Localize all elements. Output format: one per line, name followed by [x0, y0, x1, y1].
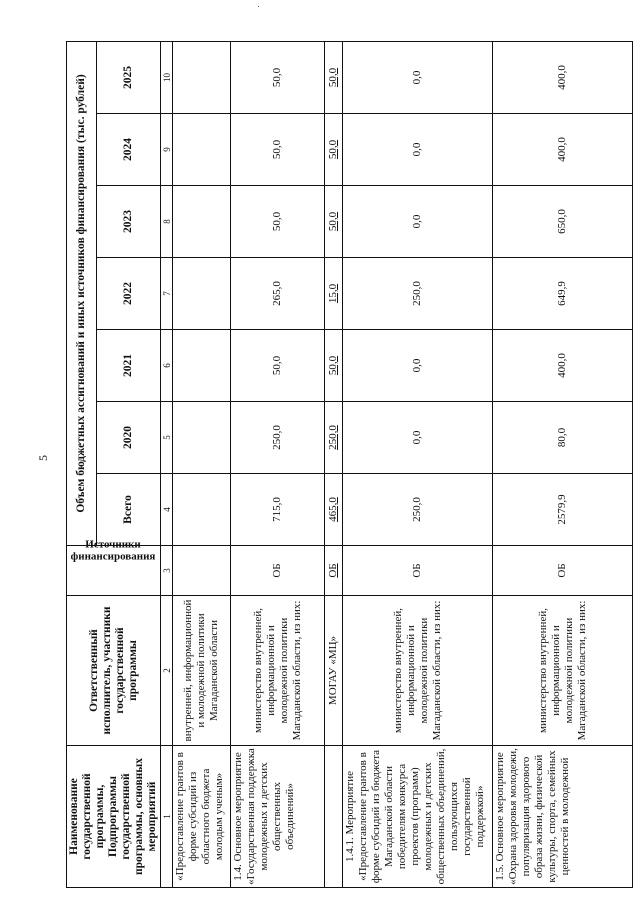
row-value-2020: 80,0 [493, 402, 633, 474]
header-funding-volume: Объем бюджетных ассигнований и иных источников финансирования (тыс. рублей) [67, 41, 97, 545]
row-value-2025 [173, 41, 231, 113]
funding-source-line-2: финансирования [70, 550, 156, 563]
row-program-name: «Предоставление грантов в форме субсидий из областного бюджета молодым ученым» [173, 746, 231, 888]
row-value-2025: 50,0 [231, 41, 325, 113]
scan-speck [258, 6, 259, 7]
row-value-total: 465,0 [325, 474, 343, 546]
row-source: ОБ [325, 546, 343, 596]
header-year-2024: 2024 [97, 114, 161, 186]
header-year-2025: 2025 [97, 41, 161, 113]
row-source [173, 546, 231, 596]
row-value-2020: 250,0 [325, 402, 343, 474]
row-value-2024: 0,0 [343, 114, 493, 186]
header-year-2023: 2023 [97, 186, 161, 258]
header-year-2020: 2020 [97, 402, 161, 474]
row-program-name: 1.4. Основное мероприятие «Государственная поддержка молодежных и детских общественных объединений» [231, 746, 325, 888]
header-year-2021: 2021 [97, 330, 161, 402]
row-value-total: 250,0 [343, 474, 493, 546]
row-responsible: министерство внутренней, информационной и молодежной политики Магаданской области, из них: [231, 596, 325, 746]
row-value-2020 [173, 402, 231, 474]
table-row [493, 41, 633, 887]
row-value-total: 715,0 [231, 474, 325, 546]
row-responsible: министерство внутренней, информационной и молодежной политики Магаданской области, из них: [343, 596, 493, 746]
header-responsible: Ответственный исполнитель, участники государственной программы [67, 596, 161, 746]
column-number: 9 [161, 114, 173, 186]
header-funding-source [67, 538, 161, 596]
row-value-2024: 400,0 [493, 114, 633, 186]
table-row [325, 41, 343, 887]
row-value-2020: 250,0 [231, 402, 325, 474]
row-program-name: 1.4.1. Мероприятие «Предоставление грантов в форме субсидий из бюджета Магаданской области победителям конкурса проектов (программ) молодежных и детских общественных объединений, пользующихся государственной поддержкой» [343, 746, 493, 888]
row-value-2022: 250,0 [343, 258, 493, 330]
header-row-1 [67, 41, 97, 887]
row-value-2023: 50,0 [325, 186, 343, 258]
row-value-2025: 50,0 [325, 41, 343, 113]
row-value-2023 [173, 186, 231, 258]
column-number: 10 [161, 41, 173, 113]
column-number: 7 [161, 258, 173, 330]
row-value-2021: 0,0 [343, 330, 493, 402]
row-value-2024 [173, 114, 231, 186]
row-value-total: 2579,9 [493, 474, 633, 546]
row-value-2021: 400,0 [493, 330, 633, 402]
row-value-2023: 50,0 [231, 186, 325, 258]
column-number: 6 [161, 330, 173, 402]
row-value-2022: 649,9 [493, 258, 633, 330]
row-value-2024: 50,0 [231, 114, 325, 186]
column-number: 1 [161, 746, 173, 888]
row-value-2023: 650,0 [493, 186, 633, 258]
page-number: 5 [36, 455, 50, 461]
column-number-row [161, 41, 173, 887]
row-value-2025: 400,0 [493, 41, 633, 113]
table-rotator [66, 42, 606, 888]
budget-table [66, 41, 633, 888]
column-number: 8 [161, 186, 173, 258]
row-value-2022: 15,0 [325, 258, 343, 330]
row-responsible: внутренней, информационной и молодежной политики Магаданской области [173, 596, 231, 746]
column-number: 3 [161, 546, 173, 596]
row-source: ОБ [231, 546, 325, 596]
row-program-name: 1.5. Основное мероприятие «Охрана здоровья молодежи, популяризация здорового образа жизни, физической культуры, спорта, семейных ценностей в молодежной [493, 746, 633, 888]
row-responsible: министерство внутренней, информационной и молодежной политики Магаданской области, из них: [493, 596, 633, 746]
row-value-2022 [173, 258, 231, 330]
row-responsible: МОГАУ «МЦ» [325, 596, 343, 746]
row-value-2021 [173, 330, 231, 402]
table-row [231, 41, 325, 887]
row-value-total [173, 474, 231, 546]
row-value-2020: 0,0 [343, 402, 493, 474]
row-value-2025: 0,0 [343, 41, 493, 113]
row-source: ОБ [343, 546, 493, 596]
header-year-2022: 2022 [97, 258, 161, 330]
column-number: 2 [161, 596, 173, 746]
funding-source-line-1: Источники [85, 538, 141, 551]
funding-source-text [71, 539, 156, 563]
column-number: 5 [161, 402, 173, 474]
header-year-total: Всего [97, 474, 161, 546]
header-program-name: Наименование государственной программы, Подпрограммы государственной программы, основных мероприятий [67, 746, 161, 888]
table-row [343, 41, 493, 887]
column-number: 4 [161, 474, 173, 546]
row-value-2024: 50,0 [325, 114, 343, 186]
row-source: ОБ [493, 546, 633, 596]
row-program-name [325, 746, 343, 888]
rotated-table-area [66, 42, 606, 888]
row-value-2023: 0,0 [343, 186, 493, 258]
row-value-2021: 50,0 [325, 330, 343, 402]
row-value-2021: 50,0 [231, 330, 325, 402]
table-row [173, 41, 231, 887]
row-value-2022: 265,0 [231, 258, 325, 330]
